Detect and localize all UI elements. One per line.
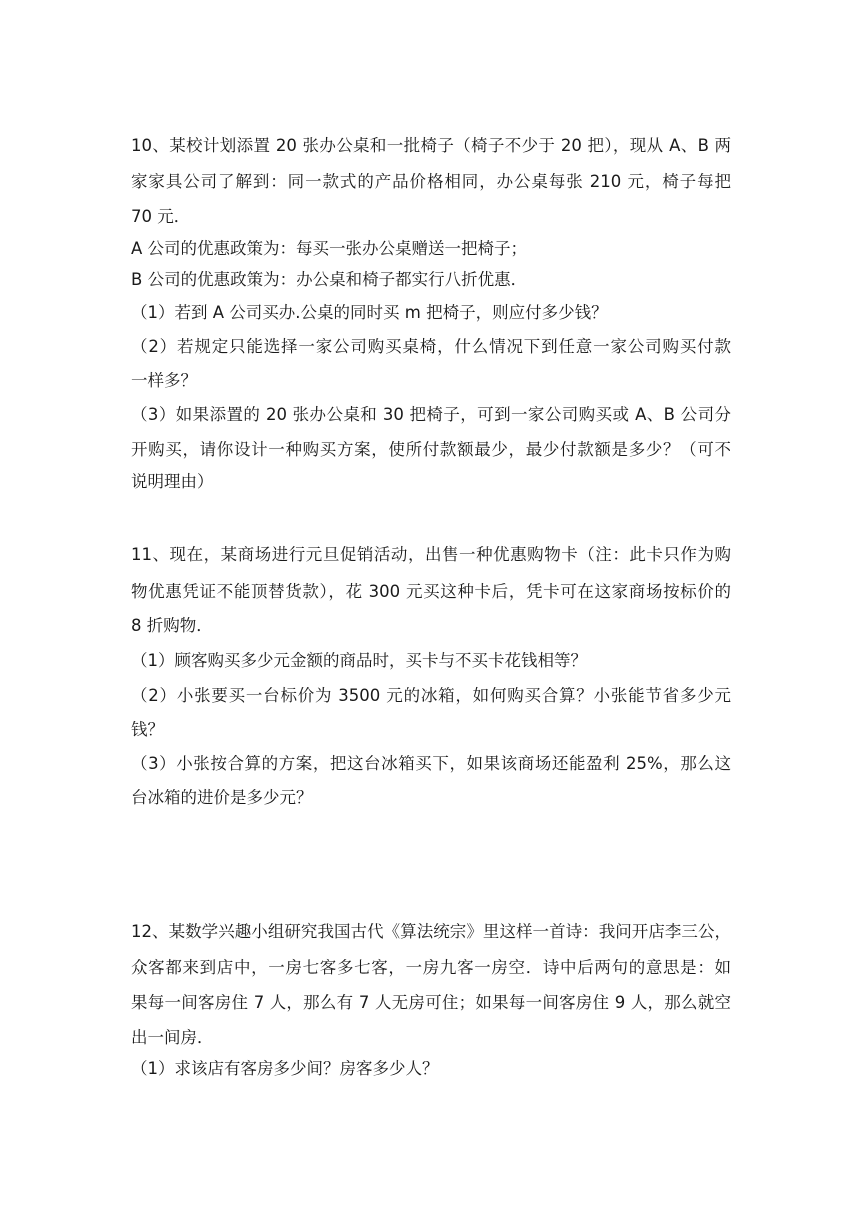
problem-10-line-1: 10、某校计划添置 20 张办公桌和一批椅子（椅子不少于 20 把），现从 A、B 两 <box>131 136 731 155</box>
problem-10-question-2: （2）若规定只能选择一家公司购买桌椅，什么情况下到任意一家公司购买付款 <box>131 337 731 356</box>
problem-11-question-2-cont: 钱？ <box>131 720 164 739</box>
problem-11-line-1: 11、现在，某商场进行元旦促销活动，出售一种优惠购物卡（注：此卡只作为购 <box>131 545 731 564</box>
problem-10-line-3: 70 元． <box>131 207 191 226</box>
problem-11-question-2: （2）小张要买一台标价为 3500 元的冰箱，如何购买合算？小张能节省多少元 <box>131 686 731 705</box>
problem-11-line-3: 8 折购物． <box>131 616 213 635</box>
problem-11-line-2: 物优惠凭证不能顶替货款），花 300 元买这种卡后，凭卡可在这家商场按标价的 <box>131 582 731 601</box>
problem-12-question-1: （1）求该店有客房多少间？房客多少人？ <box>131 1059 439 1078</box>
problem-10-question-2-cont: 一样多？ <box>131 371 197 390</box>
problem-12-line-3: 果每一间客房住 7 人，那么有 7 人无房可住；如果每一间客房住 9 人，那么就空 <box>131 993 731 1012</box>
problem-10-question-3: （3）如果添置的 20 张办公桌和 30 把椅子，可到一家公司购买或 A、B 公司分 <box>131 405 731 424</box>
problem-11-question-1: （1）顾客购买多少元金额的商品时，买卡与不买卡花钱相等？ <box>131 651 587 670</box>
problem-10-line-4: A 公司的优惠政策为：每买一张办公桌赠送一把椅子； <box>131 239 528 258</box>
problem-11-question-3-cont: 台冰箱的进价是多少元？ <box>131 788 313 807</box>
problem-12-line-1: 12、某数学兴趣小组研究我国古代《算法统宗》里这样一首诗：我问开店李三公， <box>131 922 731 941</box>
problem-10-question-3-cont-1: 开购买，请你设计一种购买方案，使所付款额最少，最少付款额是多少？（可不 <box>131 440 731 459</box>
problem-12-line-2: 众客都来到店中，一房七客多七客，一房九客一房空．诗中后两句的意思是：如 <box>131 958 731 977</box>
problem-10-line-2: 家家具公司了解到：同一款式的产品价格相同，办公桌每张 210 元，椅子每把 <box>131 172 731 191</box>
problem-10-question-3-cont-2: 说明理由） <box>131 472 214 491</box>
problem-12-line-4: 出一间房． <box>131 1028 214 1047</box>
problem-10-line-5: B 公司的优惠政策为：办公桌和椅子都实行八折优惠． <box>131 270 528 289</box>
problem-10-question-1: （1）若到 A 公司买办.公桌的同时买 m 把椅子，则应付多少钱？ <box>131 303 608 322</box>
problem-11-question-3: （3）小张按合算的方案，把这台冰箱买下，如果该商场还能盈利 25%，那么这 <box>131 754 731 773</box>
